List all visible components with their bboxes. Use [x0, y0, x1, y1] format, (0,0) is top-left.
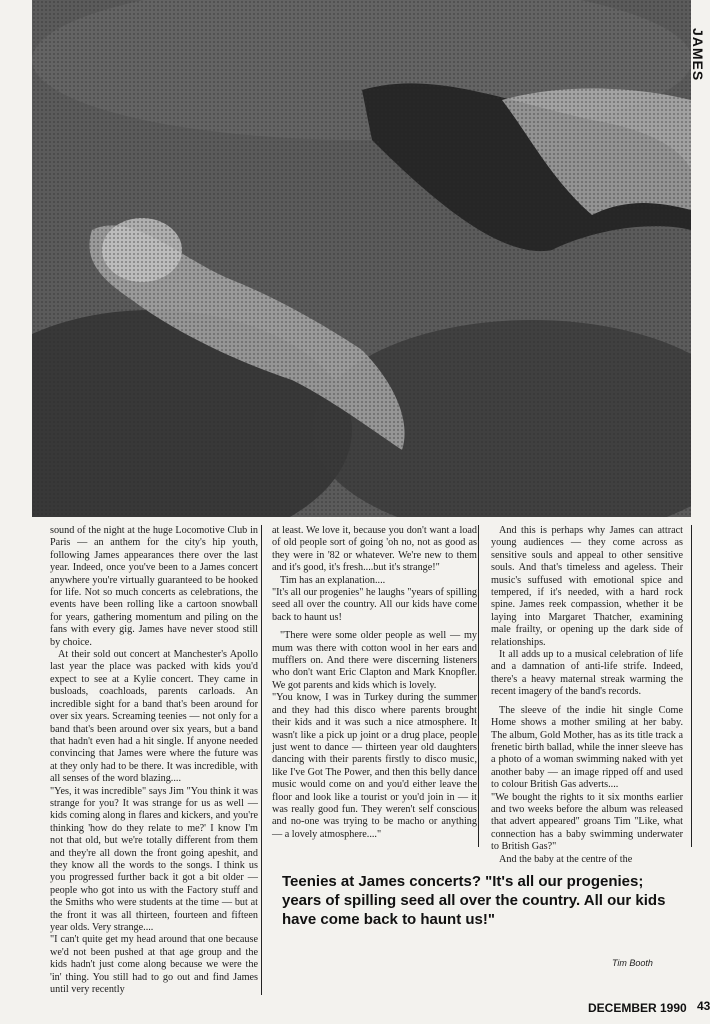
section-label: JAMES: [690, 28, 706, 82]
pull-quote-credit: Tim Booth: [612, 958, 653, 968]
paragraph: at least. We love it, because you don't want a load of old people sort of going 'oh no, not as good as they were in '82 or whatever. We're new to them and it's good, it's fresh....but it's strange!": [272, 525, 477, 574]
paragraph: And the baby at the centre of the: [499, 853, 633, 865]
photo-shapes: [32, 0, 691, 517]
pull-quote: Teenies at James concerts? "It's all our progenies; years of spilling seed all over the country. All our kids have come back to haunt us!": [282, 873, 666, 928]
paragraph: sound of the night at the huge Locomotive Club in Paris — an anthem for the city's hip youth, following James appearances there over the last year. Indeed, once you've been to a James concert anywhere you're virtually guaranteed to be hooked for life. Not so much concerts as celebrations, the events have been rolling like a cartoon snowball for years, gathering momentum and piling on the fans with every gig. James have never stood still by choice.: [50, 525, 258, 648]
paragraph: "You know, I was in Turkey during the summer and they had this disco where parents brought their kids and it was such a nice atmosphere. It wasn't like a pick up joint or a drug place, people just went to dance — thirteen year old daughters dancing with their parents firstly to disco music, like I've Got The Power, and then this belly dance music would come on and you'd either leave the floor and look like a tourist or you'd join in — it was really good fun. They weren't self conscious and no-one was trying to be macho or anything — a lovely atmosphere....": [272, 692, 477, 840]
page-number: 43: [697, 999, 710, 1013]
issue-date: DECEMBER 1990: [588, 1001, 687, 1015]
article-column-2: [272, 525, 477, 841]
swimming-baby-photo: [32, 0, 691, 517]
article-column-1: [50, 525, 258, 996]
paragraph: It all adds up to a musical celebration of life and a damnation of anti-life strife. Indeed, there's a heavy maternal streak warming the recent imagery of the band's records.: [491, 649, 683, 698]
paragraph: "It's all our progenies" he laughs "years of spilling seed all over the country. All our kids have come back to haunt us!: [272, 587, 478, 623]
column-divider: [691, 525, 692, 847]
article-column-3: [491, 525, 683, 866]
column-divider: [478, 525, 479, 847]
paragraph: Tim has an explanation....: [280, 574, 386, 586]
paragraph: And this is perhaps why James can attract young audiences — they come across as sensitive souls and appeal to other sensitive souls. And that's timeless and ageless. Their music's suffused with emotional spice and tempered, if it's needed, with a hard rock spine. James reek compassion, whether it be laying into Margaret Thatcher, examining male frailty, or opening up the dark side of relationships.: [491, 525, 683, 648]
paragraph: "There were some older people as well — my mum was there with cotton wool in her ears and mufflers on. And there were discerning listeners who don't want Eric Clapton and Mark Knopfler. We got parents and kids which is lovely.: [272, 630, 477, 691]
paragraph: "We bought the rights to it six months earlier and two weeks before the album was released that advert appeared" groans Tim "Like, what connection has a baby swimming underwater to British Gas?": [491, 791, 683, 853]
paragraph: "Yes, it was incredible" says Jim "You think it was strange for you? It was strange for us as well — kids coming along in flares and kickers, and you're thinking 'how do they relate to me?' I know I'm not that old, but we're totally different from them and they're all down the front going apeshit, and they know all the words to the songs. I think us you progressed further back it got a bit older — people who got into us with the Factory stuff and the Smiths who were students at the time — but at the front it was all thirteen, fourteen and fifteen year olds. Very strange....: [50, 785, 258, 933]
paragraph: The sleeve of the indie hit single Come Home shows a mother smiling at her baby. The album, Gold Mother, has as its title track a frenetic birth ballad, while the inner sleeve has a photo of a woman swimming naked with yet another baby — an image ripped off and used to colour British Gas adverts....: [491, 704, 683, 791]
paragraph: "I can't quite get my head around that one because we'd not been pushed at that age group and the kids hadn't just come along because we were the 'in' thing. You still had to go out and find James until very recently: [50, 934, 258, 996]
column-divider: [261, 525, 262, 995]
paragraph: At their sold out concert at Manchester's Apollo last year the place was packed with kids you'd expect to see at a Kylie concert. They came in busloads, coachloads, parents carloads. An incredible sight for a band that's been around for over six years. Screaming teenies — not only for a band that's been around over six years, but a band that hadn't even had a hit single. If anyone needed convincing that James were where the future was at they only had to be there. It was incredible, with all senses of the word blazing....: [50, 649, 258, 785]
